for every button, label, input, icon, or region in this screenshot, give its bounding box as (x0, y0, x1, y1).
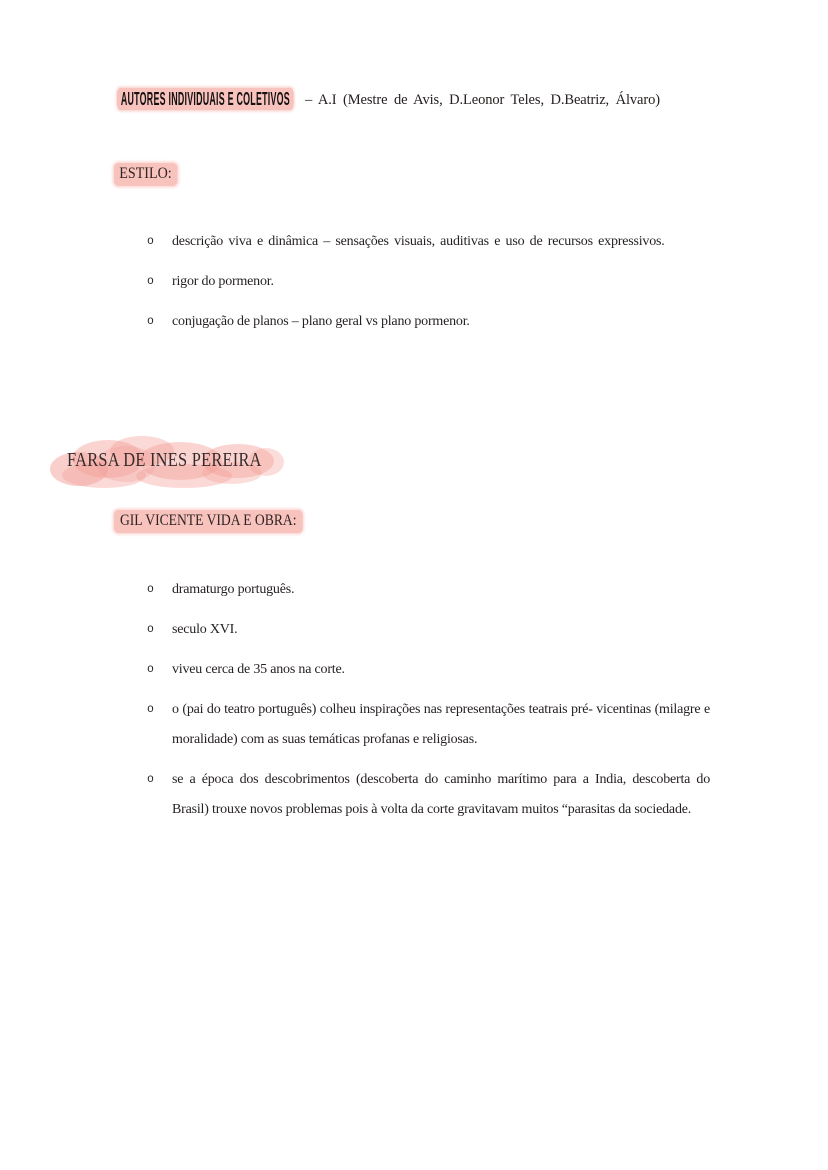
bullet-marker: o (147, 235, 154, 248)
list-item (145, 307, 710, 337)
heading-autores-highlighted: AUTORES INDIVIDUAIS E COLETIVOS (117, 88, 294, 110)
list-item-text: o (pai do teatro português) colheu inspirações nas representações teatrais pré- vicentinas (milagre e moralidade) com as suas temáticas profanas e religiosas. (172, 702, 710, 747)
list-item-text: se a época dos descobrimentos (descoberta do caminho marítimo para a India, descoberta do Brasil) trouxe novos problemas pois à volta da corte gravitavam muitos “parasitas da sociedade. (172, 772, 710, 817)
list-item (145, 655, 710, 685)
list-item (145, 227, 710, 257)
list-item-text: rigor do pormenor. (172, 274, 274, 289)
heading-autores-rest: – A.I (Mestre de Avis, D.Leonor Teles, D.Beatriz, Álvaro) (305, 91, 660, 108)
list-item (145, 267, 710, 297)
list-item (145, 765, 710, 825)
list-item-text: conjugação de planos – plano geral vs plano pormenor. (172, 314, 470, 329)
bullet-marker: o (147, 583, 154, 596)
heading-autores (117, 87, 660, 113)
list-item-text: dramaturgo português. (172, 582, 295, 597)
bullet-marker: o (147, 623, 154, 636)
section-heading-estilo (114, 163, 186, 186)
bullet-marker: o (147, 773, 154, 786)
section-title-farsa (52, 436, 286, 494)
highlight-pill-wrap (117, 88, 305, 112)
bullet-marker: o (147, 315, 154, 328)
estilo-title: ESTILO: (114, 163, 177, 186)
gil-title: GIL VICENTE VIDA E OBRA: (114, 510, 302, 533)
estilo-list (145, 227, 710, 347)
section-heading-gil (114, 510, 336, 533)
bullet-marker: o (147, 275, 154, 288)
list-item (145, 695, 710, 755)
list-item (145, 615, 710, 645)
list-item-text: viveu cerca de 35 anos na corte. (172, 662, 345, 677)
bullet-marker: o (147, 703, 154, 716)
list-item (145, 575, 710, 605)
list-item-text: seculo XVI. (172, 622, 238, 637)
gil-list (145, 575, 710, 835)
bullet-marker: o (147, 663, 154, 676)
list-item-text: descrição viva e dinâmica – sensações visuais, auditivas e uso de recursos expressivos. (172, 234, 665, 249)
farsa-title: FARSA DE INES PEREIRA (67, 450, 262, 471)
